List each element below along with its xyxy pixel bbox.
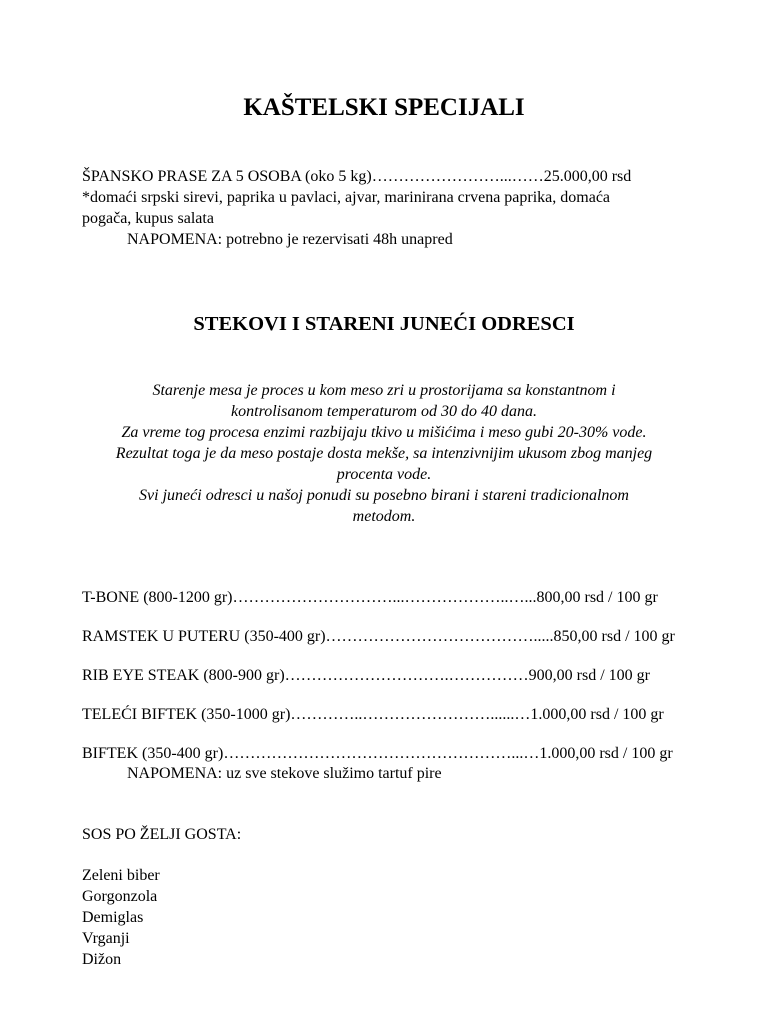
steaks-note: NAPOMENA: uz sve stekove služimo tartuf pire [127, 765, 442, 782]
description-line: Svi juneći odresci u našoj ponudi su posebno birani i stareni tradicionalnom [139, 487, 629, 504]
section-title-specials: KAŠTELSKI SPECIJALI [243, 94, 525, 121]
sauce-title: SOS PO ŽELJI GOSTA: [82, 826, 242, 843]
steak-item-tbone: T-BONE (800-1200 gr)…………………………...………………..…...800,00 rsd / 100 gr [82, 589, 658, 606]
description-line: Za vreme tog procesa enzimi razbijaju tkivo u mišićima i meso gubi 20-30% vode. [121, 424, 647, 441]
steak-item-ramstek: RAMSTEK U PUTERU (350-400 gr)………………………………….....850,00 rsd / 100 gr [82, 628, 675, 645]
sauce-item: Dižon [82, 951, 122, 968]
section-title-steaks: STEKOVI I STARENI JUNEĆI ODRESCI [193, 313, 575, 335]
special-item-description: *domaći srpski sirevi, paprika u pavlaci, ajvar, marinirana crvena paprika, domaća [82, 189, 611, 206]
description-line: metodom. [352, 508, 416, 525]
steak-item-ribeye: RIB EYE STEAK (800-900 gr)………………………….……………900,00 rsd / 100 gr [82, 667, 650, 684]
sauce-item: Zeleni biber [82, 867, 160, 884]
steak-item-teleci-biftek: TELEĆI BIFTEK (350-1000 gr)…………..……………………......…1.000,00 rsd / 100 gr [82, 706, 664, 723]
aging-description [84, 380, 684, 527]
special-item-line: ŠPANSKO PRASE ZA 5 OSOBA (oko 5 kg)……………………...……25.000,00 rsd [82, 168, 632, 185]
sauce-item: Vrganji [82, 930, 130, 947]
description-line: Starenje mesa je proces u kom meso zri u prostorijama sa konstantnom i [152, 382, 616, 399]
sauce-item: Demiglas [82, 909, 144, 926]
special-item-description-cont: pogača, kupus salata [82, 210, 214, 227]
special-note: NAPOMENA: potrebno je rezervisati 48h unapred [127, 231, 453, 248]
description-line: procenta vode. [336, 466, 432, 483]
description-line: Rezultat toga je da meso postaje dosta mekše, sa intenzivnijim ukusom zbog manjeg [115, 445, 653, 462]
description-line: kontrolisanom temperaturom od 30 do 40 dana. [231, 403, 537, 420]
sauce-item: Gorgonzola [82, 888, 158, 905]
steak-item-biftek: BIFTEK (350-400 gr)………………………………………………...…1.000,00 rsd / 100 gr [82, 745, 673, 762]
